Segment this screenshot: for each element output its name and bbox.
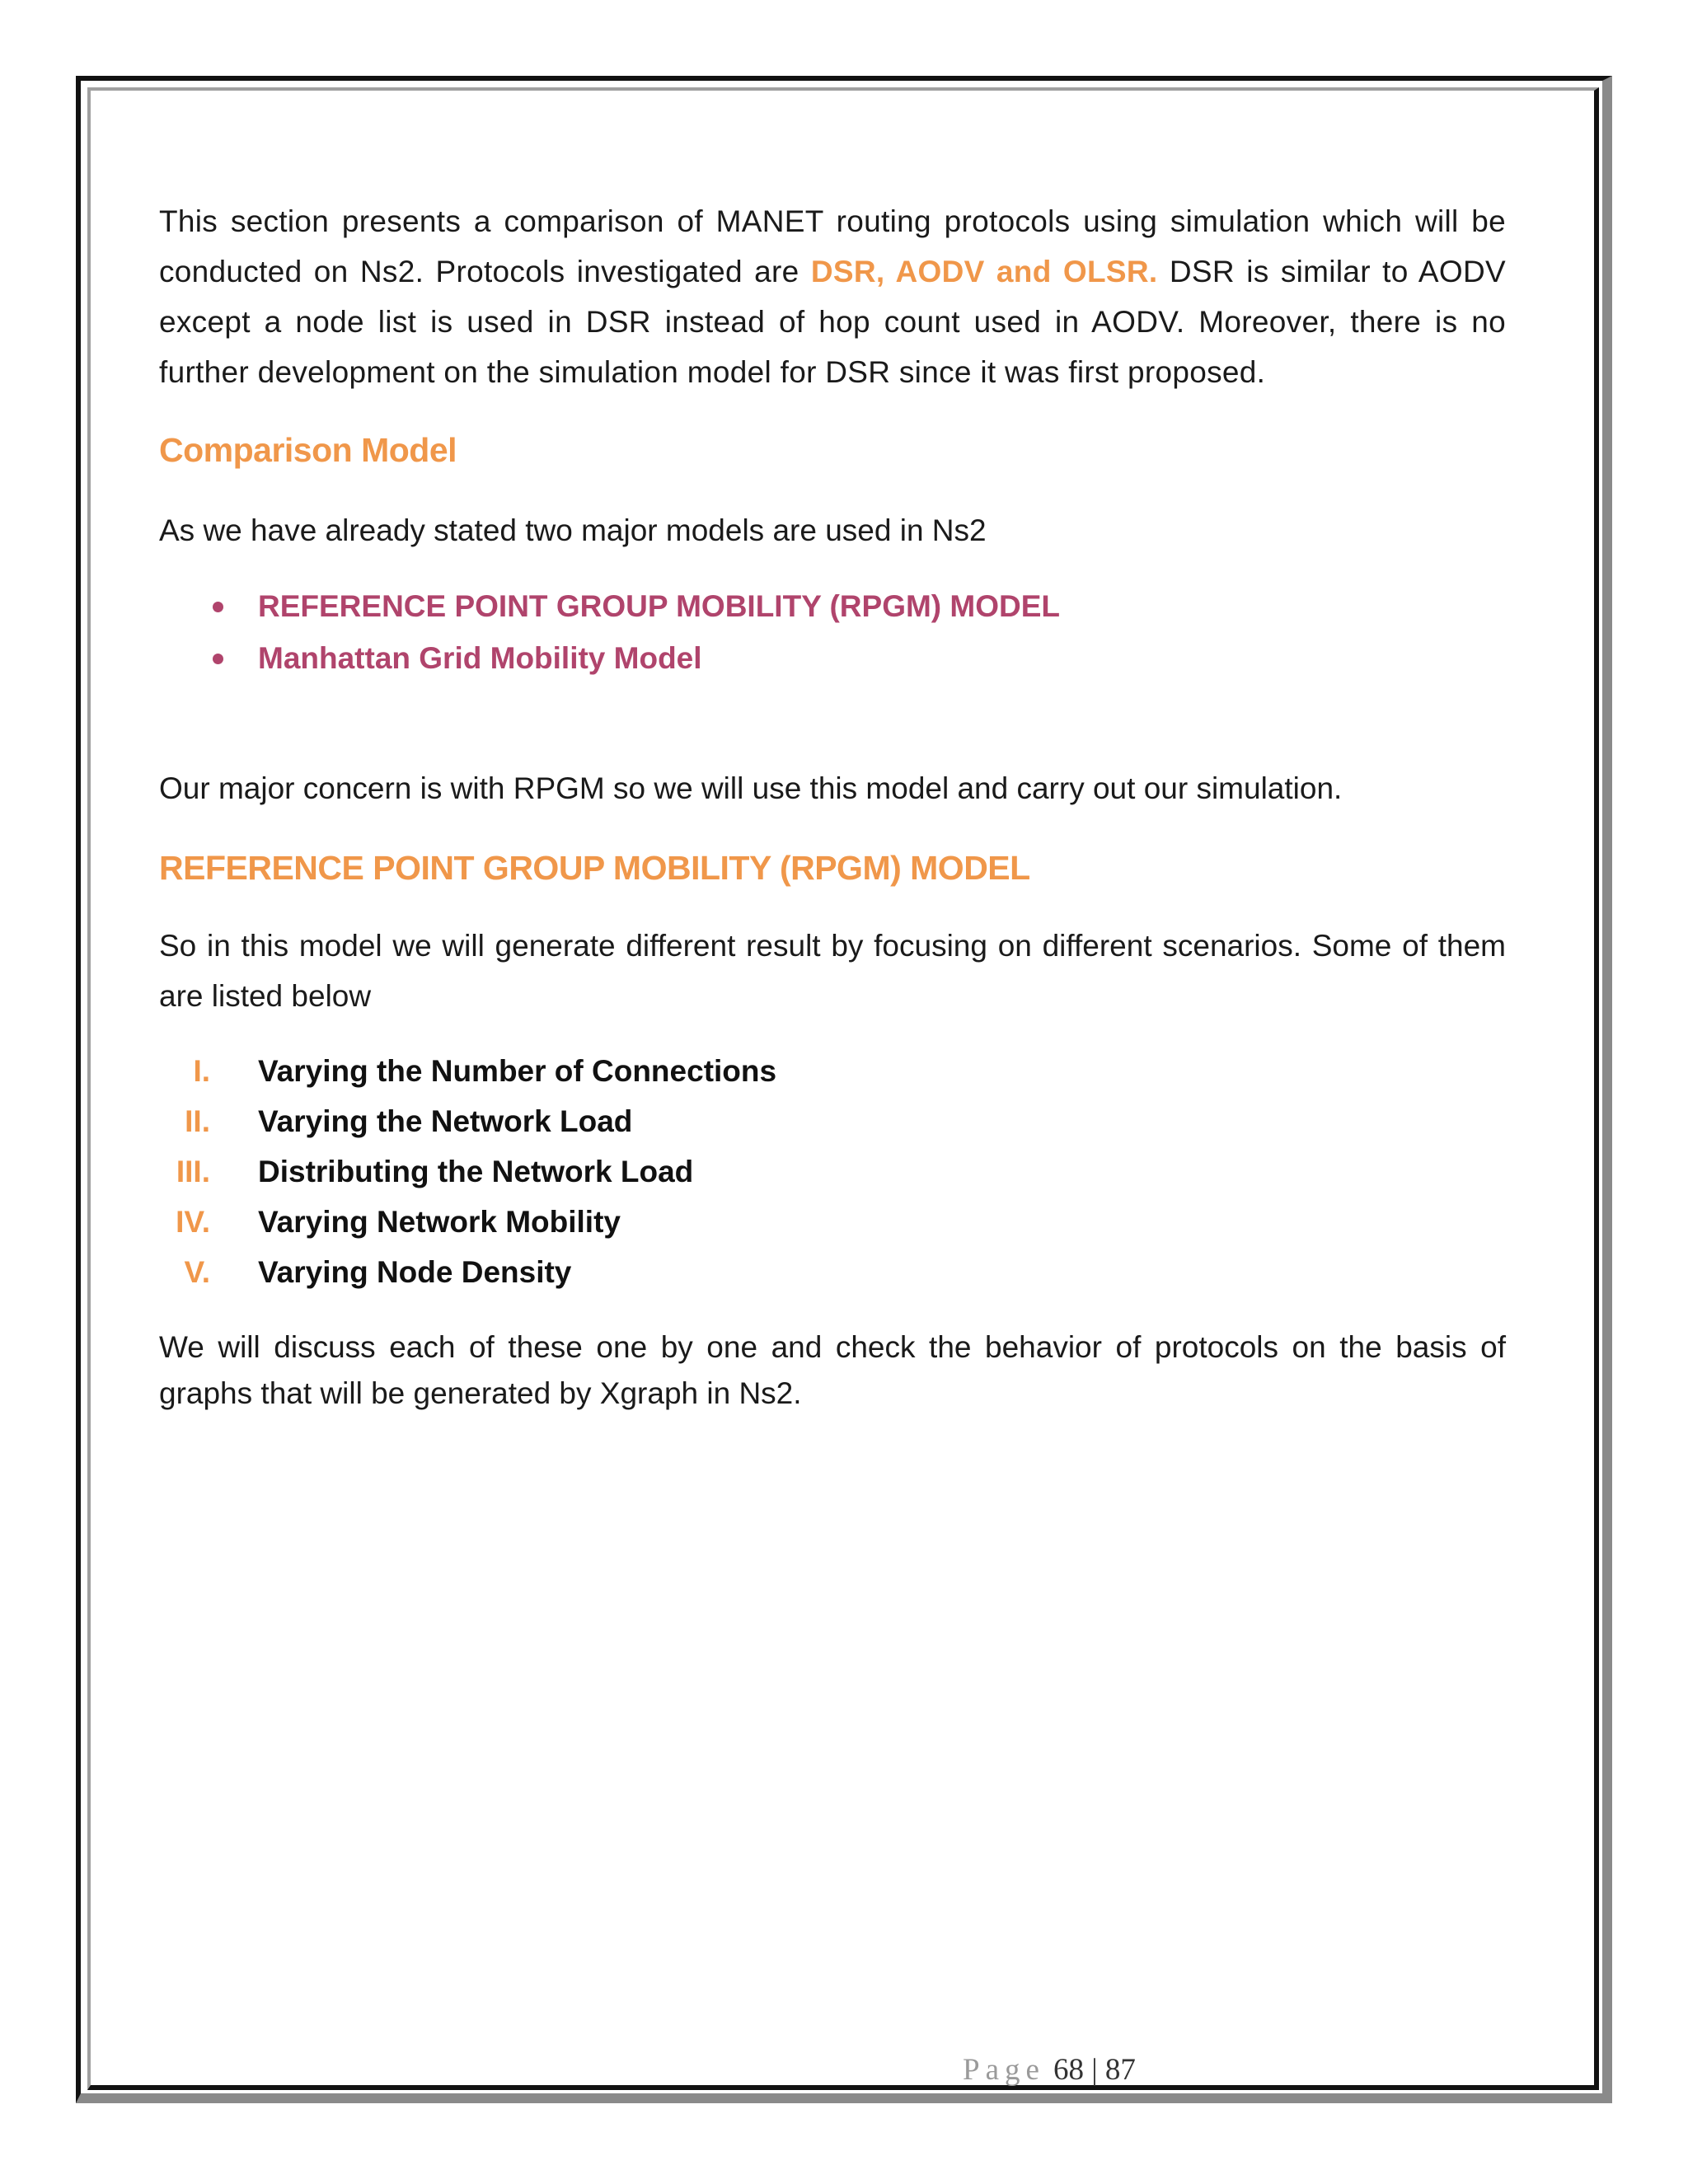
list-item [159, 1096, 1506, 1146]
rpgm-model-heading: REFERENCE POINT GROUP MOBILITY (RPGM) MODEL [159, 849, 1030, 887]
intro-text-start: This section presents a comparison of MANET routing protocols using simulation which will be conducted on Ns2. Protocols investigated are [159, 204, 1506, 288]
list-number: V. [184, 1255, 210, 1289]
model-list [159, 580, 1506, 684]
bullet-icon [213, 654, 223, 664]
comparison-model-heading: Comparison Model [159, 431, 457, 469]
scenario-list [159, 1046, 1506, 1297]
page-label: Page [963, 2053, 1045, 2087]
intro-paragraph [159, 196, 1506, 397]
list-number: I. [193, 1054, 210, 1088]
list-item-text: Distributing the Network Load [258, 1155, 694, 1188]
list-item [159, 1146, 1506, 1197]
list-item-text: Varying the Number of Connections [258, 1054, 777, 1088]
rpgm-intro-paragraph: So in this model we will generate different result by focusing on different scenarios. Some of them are listed below [159, 929, 1506, 1013]
closing-paragraph: We will discuss each of these one by one and check the behavior of protocols on the basis of graphs that will be generated by Xgraph in Ns2. [159, 1330, 1506, 1410]
list-number: II. [185, 1104, 210, 1138]
bullet-icon [213, 602, 223, 612]
list-item-text: Varying the Network Load [258, 1104, 633, 1138]
concern-paragraph: Our major concern is with RPGM so we will use this model and carry out our simulation. [159, 771, 1343, 805]
models-intro-paragraph: As we have already stated two major models are used in Ns2 [159, 513, 987, 547]
list-item-text: Varying Node Density [258, 1255, 572, 1289]
list-item-text: REFERENCE POINT GROUP MOBILITY (RPGM) MODEL [258, 589, 1061, 623]
page-content [159, 196, 1506, 1417]
list-item-text: Varying Network Mobility [258, 1205, 621, 1239]
page-number: 68 | 87 [1053, 2053, 1136, 2087]
list-item [159, 1247, 1506, 1297]
list-item [159, 1046, 1506, 1096]
list-item [159, 580, 1506, 632]
list-number: III. [176, 1155, 210, 1188]
page-footer [963, 2052, 1136, 2088]
list-item-text: Manhattan Grid Mobility Model [258, 641, 702, 675]
list-item [159, 632, 1506, 684]
list-item [159, 1197, 1506, 1247]
list-number: IV. [176, 1205, 210, 1239]
protocols-highlight: DSR, AODV and OLSR. [810, 255, 1158, 288]
intro-text-end: DSR is similar to AODV except a node list is used in DSR instead of hop count used in AODV. Moreover, there is no further development on the simulation model for DSR since it was first proposed. [159, 255, 1506, 389]
